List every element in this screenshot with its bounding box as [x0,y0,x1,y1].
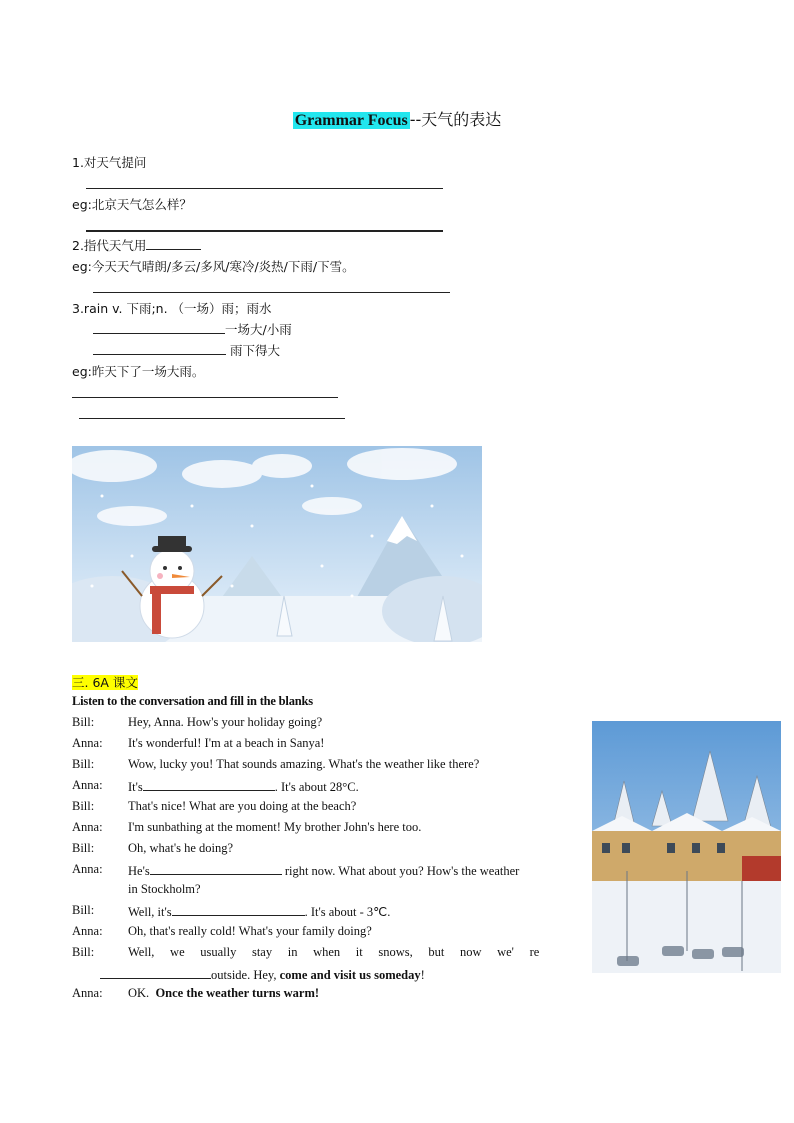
utterance: Wow, lucky you! That sounds amazing. What's the weather like there? [128,757,480,771]
utterance: That's nice! What are you doing at the beach? [128,799,357,813]
utterance-post: . It's about 28°C. [274,780,359,794]
speaker: Anna: [72,986,103,1000]
section-mark: 三. 6A 课文 [72,675,138,690]
speaker: Anna: [72,862,103,876]
utterance: Well, we usually stay in when it snows, but now we' re [128,945,540,959]
speaker: Bill: [72,945,95,959]
item-3a-label: 一场大/小雨 [225,322,292,337]
snowman-illustration-icon [72,446,482,642]
item-3b-label: 雨下得大 [226,343,280,358]
utterance: Oh, that's really cold! What's your family doing? [128,924,372,938]
fill-blank [146,237,201,250]
fill-blank [93,342,226,355]
grammar-item-3b [93,341,280,359]
section-header [72,673,138,691]
utterance [128,903,390,920]
utterance-post: right now. What about you? How's the weather [281,864,520,878]
utterance-post: outside. Hey, [211,968,280,982]
utterance [128,778,359,795]
utterance [128,862,519,879]
utterance-bold: Once the weather turns warm! [155,986,320,1000]
instruction: Listen to the conversation and fill in the blanks [72,694,313,708]
utterance-pre: It's [128,780,143,794]
utterance-post: . It's about - 3℃. [304,905,391,919]
utterance: in Stockholm? [128,882,201,896]
speaker: Bill: [72,757,95,771]
snowman-winter-illustration [72,446,482,642]
utterance: Hey, Anna. How's your holiday going? [128,715,323,729]
utterance-pre: OK. [128,986,156,1000]
snowy-town-icon [592,721,781,973]
utterance-pre: Well, it's [128,905,172,919]
page-title [0,107,794,130]
grammar-item-3: 3.rain v. 下雨;n. （一场）雨；雨水 [72,301,272,316]
grammar-eg-2: eg:今天天气晴朗/多云/多风/寒冷/炎热/下雨/下雪。 [72,259,355,274]
utterance [128,986,319,1001]
fill-blank [93,321,225,334]
title-rest: --天气的表达 [409,110,502,129]
answer-line [86,230,443,232]
grammar-eg-1: eg:北京天气怎么样？ [72,197,192,212]
utterance: I'm sunbathing at the moment! My brother John's here too. [128,820,422,834]
speaker: Anna: [72,778,103,792]
speaker: Bill: [72,841,95,855]
speaker: Bill: [72,799,95,813]
speaker: Anna: [72,820,103,834]
speaker: Bill: [72,903,95,917]
grammar-eg-3: eg:昨天下了一场大雨。 [72,364,205,379]
grammar-item-2 [72,236,201,254]
dialogue-line [100,966,425,983]
utterance: It's wonderful! I'm at a beach in Sanya! [128,736,325,750]
snowy-town-photo [592,721,781,973]
grammar-item-2-label: 2.指代天气用 [72,238,147,253]
fill-blank [143,778,275,791]
speaker: Anna: [72,924,103,938]
title-highlight: Grammar Focus [294,112,408,129]
utterance-end: ! [420,968,425,982]
fill-blank [172,903,305,916]
answer-line [79,418,345,419]
utterance: Oh, what's he doing? [128,841,234,855]
fill-blank [100,966,211,979]
answer-line [72,397,338,398]
utterance-bold: come and visit us someday [279,968,421,982]
grammar-item-1: 1.对天气提问 [72,155,147,170]
speaker: Bill: [72,715,95,729]
fill-blank [150,862,282,875]
grammar-item-3a [93,320,292,338]
answer-line [86,188,443,189]
utterance-pre: He's [128,864,150,878]
speaker: Anna: [72,736,103,750]
answer-line [93,292,450,293]
